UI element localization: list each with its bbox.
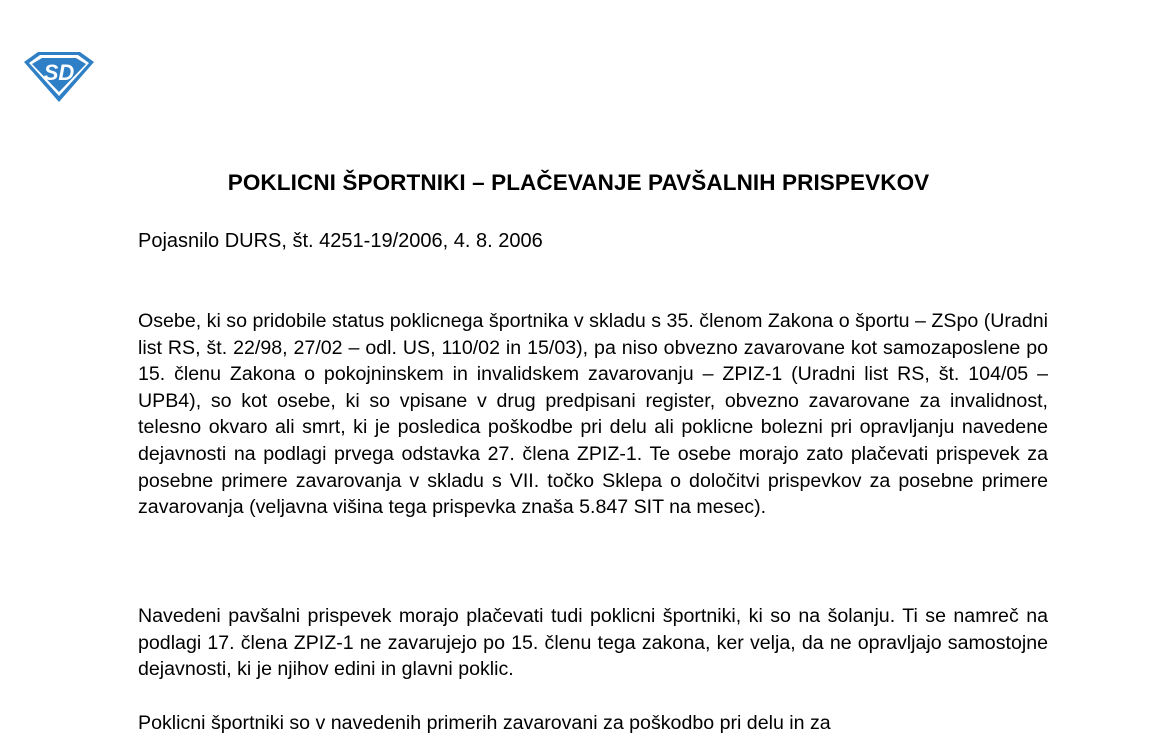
paragraph-2: Navedeni pavšalni prispevek morajo plačevati tudi poklicni športniki, ki so na šolanju. Ti se namreč na podlagi 17. člena ZPIZ-1 ne zavarujejo po 15. členu tega zakona, ker velja, da ne opravljajo samostojne dejavnosti, ki je njihov edini in glavni poklic.	[138, 605, 1048, 681]
sd-diamond-logo-icon	[22, 50, 96, 104]
paragraph-3: Poklicni športniki so v navedenih primerih zavarovani za poškodbo pri delu in za	[138, 712, 831, 734]
paragraph-1: Osebe, ki so pridobile status poklicnega športnika v skladu s 35. členom Zakona o športu – ZSpo (Uradni list RS, št. 22/98, 27/02 – odl. US, 110/02 in 15/03), pa niso obvezno zavarovane kot samozaposlene po 15. členu Zakona o pokojninskem in invalidskem zavarovanju – ZPIZ-1 (Uradni list RS, št. 104/05 – UPB4), so kot osebe, ki so vpisane v drug predpisani register, obvezno zavarovane za invalidnost, telesno okvaro ali smrt, ki je posledica poškodbe pri delu ali poklicne bolezni pri opravljanju navedene dejavnosti na podlagi prvega odstavka 27. člena ZPIZ-1. Te osebe morajo zato plačevati prispevek za posebne primere zavarovanja v skladu s VII. točko Sklepa o določitvi prispevkov za posebne primere zavarovanja (veljavna višina tega prispevka znaša 5.847 SIT na mesec).	[138, 310, 1048, 519]
document-reference: Pojasnilo DURS, št. 4251-19/2006, 4. 8. 2006	[138, 230, 543, 252]
logo-text: SD	[43, 60, 75, 85]
document-title: POKLICNI ŠPORTNIKI – PLAČEVANJE PAVŠALNIH PRISPEVKOV	[227, 170, 930, 195]
sd-logo	[22, 50, 96, 104]
